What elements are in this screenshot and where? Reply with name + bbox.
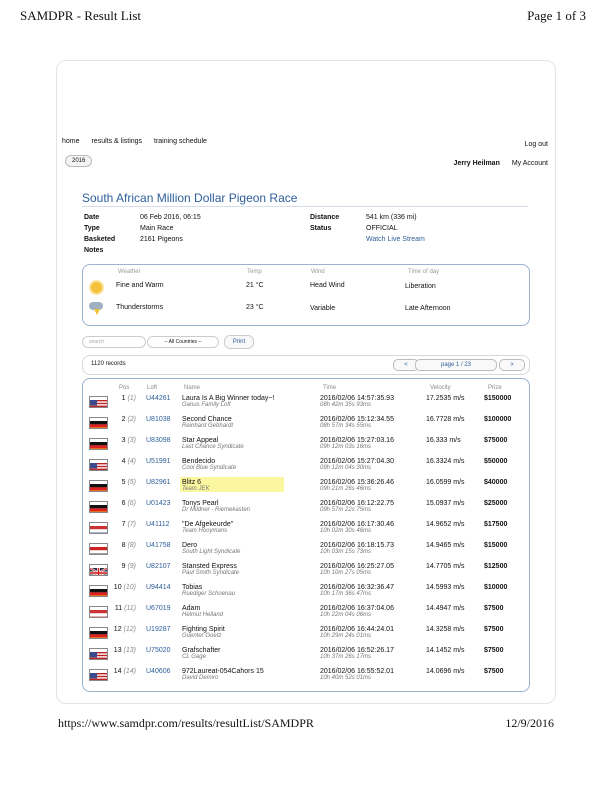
loft-link[interactable]: U83098 (146, 437, 171, 444)
col-loft: Loft (147, 385, 158, 391)
velocity: 14.5993 m/s (426, 584, 465, 591)
date-value: 06 Feb 2016, 06:15 (140, 214, 201, 221)
position-value: 7 (121, 521, 126, 528)
table-row (84, 497, 526, 514)
print-footer (58, 716, 554, 734)
previous-position: (14) (123, 668, 136, 675)
position (112, 542, 136, 549)
loft-link[interactable]: U41758 (146, 542, 171, 549)
prize: $7500 (484, 647, 504, 654)
position-value: 8 (121, 542, 126, 549)
germany-flag-icon (89, 438, 108, 450)
arrival-time: 2016/02/06 16:44:24.01 (320, 626, 394, 633)
name-cell (180, 519, 284, 534)
name-cell (180, 414, 284, 429)
flight-duration: 10h 02m 30s 46ms (320, 528, 372, 534)
prize: $50000 (484, 458, 508, 465)
germany-flag-icon (89, 501, 108, 513)
position (112, 395, 136, 402)
search-input[interactable]: search (82, 336, 146, 348)
table-row (84, 392, 526, 409)
flight-duration: 09h 21m 26s 46ms (320, 486, 372, 492)
notes-label: Notes (84, 247, 104, 254)
previous-position: (6) (127, 500, 136, 507)
wind-header: Wind (311, 269, 325, 275)
owner-name: Dr Mildner - Riemekasten (182, 507, 251, 513)
print-button[interactable]: Print (224, 335, 254, 349)
race-title: South African Million Dollar Pigeon Race (82, 191, 298, 205)
pigeon-name: Fighting Spirit (182, 626, 225, 633)
prize: $15000 (484, 542, 508, 549)
time-of-day-header: Time of day (408, 269, 440, 275)
table-row (84, 413, 526, 430)
country-select[interactable]: -- All Countries -- (147, 336, 219, 348)
weather-row1-temp: 21 °C (246, 282, 264, 289)
position (112, 647, 136, 654)
previous-position: (5) (127, 479, 136, 486)
arrival-time: 2016/02/06 16:25:27.05 (320, 563, 394, 570)
arrival-time: 2016/02/06 16:32:36.47 (320, 584, 394, 591)
position-value: 12 (113, 626, 122, 633)
name-cell (180, 477, 284, 492)
arrival-time: 2016/02/06 15:27:04.30 (320, 458, 394, 465)
flight-duration: 10h 17m 36s 47ms (320, 591, 372, 597)
weather-row2-weather: Thunderstorms (116, 304, 164, 311)
pigeon-name: Blitz 6 (182, 479, 202, 486)
flight-duration: 09h 12m 04s 30ms (320, 465, 372, 471)
col-name: Name (184, 385, 201, 391)
pigeon-name: 972Laureat-054Cahors 15 (182, 668, 264, 675)
prev-page-button[interactable]: < (393, 359, 419, 371)
prize: $100000 (484, 416, 512, 423)
flight-duration: 10h 10m 27s 05ms (320, 570, 372, 576)
position (112, 584, 136, 591)
pigeon-name: Dero (182, 542, 198, 549)
position (112, 437, 136, 444)
position (112, 626, 136, 633)
arrival-time: 2016/02/06 16:18:15.73 (320, 542, 394, 549)
arrival-time: 2016/02/06 16:37:04.06 (320, 605, 394, 612)
previous-position: (4) (127, 458, 136, 465)
distance-value: 541 km (336 mi) (366, 214, 417, 221)
name-cell (180, 666, 284, 681)
logout-link[interactable]: Log out (524, 141, 548, 148)
name-cell (180, 582, 284, 597)
velocity: 14.1452 m/s (426, 647, 465, 654)
velocity: 16.7728 m/s (426, 416, 465, 423)
name-cell (180, 624, 284, 639)
owner-name: Team Hooymans (182, 528, 228, 534)
previous-position: (7) (127, 521, 136, 528)
owner-name: Paul Smith Syndicate (182, 570, 240, 576)
name-cell (180, 561, 284, 576)
position-value: 13 (113, 647, 122, 654)
position (112, 479, 136, 486)
velocity: 17.2535 m/s (426, 395, 465, 402)
table-row (84, 581, 526, 598)
pigeon-name: Bendecido (182, 458, 216, 465)
flight-duration: 08h 57m 34s 55ms (320, 423, 372, 429)
position-value: 9 (121, 563, 126, 570)
table-row (84, 623, 526, 640)
prize: $25000 (484, 500, 508, 507)
flight-duration: 08h 42m 35s 93ms (320, 402, 372, 408)
weather-row1-wind: Head Wind (310, 282, 345, 289)
pigeon-name: Tobias (182, 584, 203, 591)
table-row (84, 518, 526, 535)
position (112, 605, 136, 612)
loft-link[interactable]: U01423 (146, 500, 171, 507)
previous-position: (3) (127, 437, 136, 444)
austria-flag-icon (89, 606, 108, 618)
arrival-time: 2016/02/06 16:55:52.01 (320, 668, 394, 675)
us-flag-icon (89, 396, 108, 408)
nav-training-schedule[interactable]: training schedule (154, 138, 207, 145)
loft-link[interactable]: U75020 (146, 647, 171, 654)
pagination-bar (82, 355, 530, 375)
loft-link[interactable]: U41112 (146, 521, 170, 528)
name-cell (180, 540, 284, 555)
germany-flag-icon (89, 417, 108, 429)
position (112, 416, 136, 423)
prize: $12500 (484, 563, 508, 570)
owner-name: Guenter Goetz (182, 633, 222, 639)
velocity: 14.9465 m/s (426, 542, 465, 549)
loft-link[interactable]: U81038 (146, 416, 171, 423)
print-header (20, 8, 586, 26)
print-title: SAMDPR - Result List (20, 8, 141, 23)
netherlands-flag-icon (89, 522, 108, 534)
date-label: Date (84, 214, 100, 221)
position (112, 563, 136, 570)
col-pos: Pos (119, 385, 130, 391)
position (112, 668, 136, 675)
arrival-time: 2016/02/06 15:27:03.16 (320, 437, 394, 444)
flight-duration: 09h 57m 22s 75ms (320, 507, 372, 513)
name-cell (180, 393, 284, 408)
loft-link[interactable]: U51991 (146, 458, 171, 465)
watch-live-stream-link[interactable]: Watch Live Stream (366, 236, 425, 243)
table-row (84, 455, 526, 472)
pigeon-name: Second Chance (182, 416, 232, 423)
temp-header: Temp (247, 269, 262, 275)
my-account-link[interactable]: My Account (511, 160, 548, 167)
user-area (454, 160, 548, 167)
prize: $10000 (484, 584, 508, 591)
flight-duration: 10h 40m 52s 01ms (320, 675, 372, 681)
germany-flag-icon (89, 480, 108, 492)
previous-position: (1) (127, 395, 136, 402)
flight-duration: 10h 29m 24s 01ms (320, 633, 372, 639)
velocity: 14.7705 m/s (426, 563, 465, 570)
type-label: Type (84, 225, 100, 232)
loft-link[interactable]: U19287 (146, 626, 171, 633)
flight-duration: 10h 37m 26s 17ms (320, 654, 372, 660)
weather-header: Weather (118, 269, 141, 275)
position-value: 4 (121, 458, 126, 465)
previous-position: (10) (123, 584, 136, 591)
position (112, 458, 136, 465)
previous-position: (8) (127, 542, 136, 549)
us-flag-icon (89, 669, 108, 681)
prize: $7500 (484, 605, 504, 612)
prize: $7500 (484, 668, 504, 675)
nav-results-listings[interactable]: results & listings (91, 138, 143, 145)
previous-position: (2) (127, 416, 136, 423)
record-count: 1120 records (91, 361, 126, 367)
us-flag-icon (89, 648, 108, 660)
owner-name: Helmut Helland (182, 612, 224, 618)
uk-flag-icon (89, 564, 108, 576)
prize: $150000 (484, 395, 512, 402)
table-row (84, 665, 526, 682)
previous-position: (12) (123, 626, 136, 633)
velocity: 16.333 m/s (426, 437, 461, 444)
pigeon-name: Laura Is A Big Winner today~! (182, 395, 275, 402)
germany-flag-icon (89, 627, 108, 639)
table-row (84, 476, 526, 493)
weather-row1-weather: Fine and Warm (116, 282, 164, 289)
position-value: 5 (121, 479, 126, 486)
owner-name: Ruediger Schoenau (182, 591, 236, 597)
nav-home[interactable]: home (62, 138, 80, 145)
arrival-time: 2016/02/06 15:12:34.55 (320, 416, 394, 423)
loft-link[interactable]: U44261 (146, 395, 171, 402)
prize: $40000 (484, 479, 508, 486)
position-value: 10 (113, 584, 122, 591)
arrival-time: 2016/02/06 16:52:26.17 (320, 647, 394, 654)
owner-name: Team JEK (182, 486, 210, 492)
distance-label: Distance (310, 214, 340, 221)
pigeon-name: "De Afgekeurde" (182, 521, 234, 528)
weather-panel (82, 264, 530, 326)
pigeon-name: Stansted Express (182, 563, 237, 570)
velocity: 14.9652 m/s (426, 521, 465, 528)
title-divider (82, 206, 528, 207)
position-value: 1 (121, 395, 126, 402)
name-cell (180, 435, 284, 450)
prize: $7500 (484, 626, 504, 633)
print-url: https://www.samdpr.com/results/resultList/SAMDPR (58, 716, 314, 730)
velocity: 14.0696 m/s (426, 668, 465, 675)
owner-name: CL Gage (182, 654, 206, 660)
prize: $75000 (484, 437, 508, 444)
col-velocity: Velocity (430, 385, 451, 391)
velocity: 16.0599 m/s (426, 479, 465, 486)
weather-row2-wind: Variable (310, 305, 336, 312)
pigeon-name: Tonys Pearl (182, 500, 219, 507)
loft-link[interactable]: U82107 (146, 563, 171, 570)
next-page-button[interactable]: > (499, 359, 525, 371)
velocity: 16.3324 m/s (426, 458, 465, 465)
col-prize: Prize (488, 385, 502, 391)
position-value: 11 (114, 605, 123, 612)
pigeon-name: Adam (182, 605, 201, 612)
position-value: 6 (121, 500, 126, 507)
print-page-number: Page 1 of 3 (527, 8, 586, 23)
type-value: Main Race (140, 225, 174, 232)
previous-position: (11) (124, 605, 136, 612)
loft-link[interactable]: U40606 (146, 668, 171, 675)
page-indicator: page 1 / 23 (415, 359, 497, 371)
table-row (84, 539, 526, 556)
table-row (84, 560, 526, 577)
position-value: 2 (121, 416, 126, 423)
name-cell (180, 645, 284, 660)
position (112, 500, 136, 507)
flight-duration: 10h 03m 15s 73ms (320, 549, 372, 555)
arrival-time: 2016/02/06 16:17:30.46 (320, 521, 394, 528)
flight-duration: 10h 22m 04s 06ms (320, 612, 372, 618)
prize: $17500 (484, 521, 508, 528)
flight-duration: 09h 12m 03s 16ms (320, 444, 372, 450)
weather-row2-time: Late Afternoon (405, 305, 451, 312)
egypt-flag-icon (89, 543, 108, 555)
col-time: Time (323, 385, 337, 391)
loft-link[interactable]: U94414 (146, 584, 171, 591)
owner-name: David Demiro (182, 675, 219, 681)
print-date: 12/9/2016 (505, 716, 554, 730)
previous-position: (9) (127, 563, 136, 570)
owner-name: South Light Syndicate (182, 549, 241, 555)
germany-flag-icon (89, 585, 108, 597)
position (112, 521, 136, 528)
name-cell (180, 603, 284, 618)
loft-link[interactable]: U67019 (146, 605, 171, 612)
owner-name: Cool Blue Syndicate (182, 465, 237, 471)
pigeon-name: Grafschafter (182, 647, 221, 654)
table-row (84, 434, 526, 451)
loft-link[interactable]: U82961 (146, 479, 171, 486)
velocity: 15.0937 m/s (426, 500, 465, 507)
previous-position: (13) (123, 647, 136, 654)
velocity: 14.3258 m/s (426, 626, 465, 633)
basketed-label: Basketed (84, 236, 116, 243)
top-nav (62, 138, 217, 145)
owner-name: Reinhard Gebhardt (182, 423, 234, 429)
arrival-time: 2016/02/06 14:57:35.93 (320, 395, 394, 402)
status-value: OFFICIAL (366, 225, 398, 232)
name-cell (180, 456, 284, 471)
weather-row1-time: Liberation (405, 283, 436, 290)
owner-name: Ganus Family Loft (182, 402, 231, 408)
pigeon-name: Star Appeal (182, 437, 219, 444)
name-cell (180, 498, 284, 513)
weather-row2-temp: 23 °C (246, 304, 264, 311)
user-name: Jerry Heilman (453, 160, 500, 167)
year-button[interactable]: 2016 (65, 155, 92, 167)
position-value: 14 (113, 668, 122, 675)
status-label: Status (310, 225, 332, 232)
position-value: 3 (121, 437, 126, 444)
sun-icon (91, 282, 102, 293)
us-flag-icon (89, 459, 108, 471)
owner-name: Last Chance Syndicate (182, 444, 244, 450)
arrival-time: 2016/02/06 16:12:22.75 (320, 500, 394, 507)
arrival-time: 2016/02/06 15:36:26.46 (320, 479, 394, 486)
table-row (84, 602, 526, 619)
basketed-value: 2161 Pigeons (140, 236, 183, 243)
velocity: 14.4947 m/s (426, 605, 465, 612)
table-row (84, 644, 526, 661)
